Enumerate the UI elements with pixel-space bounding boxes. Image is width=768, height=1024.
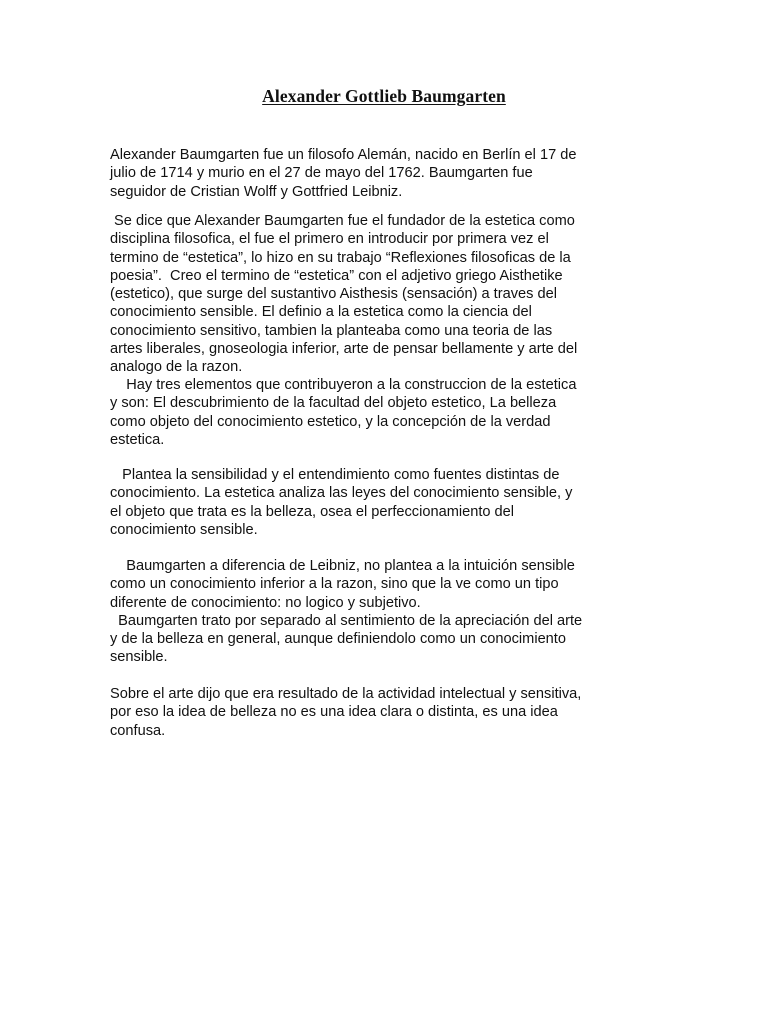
text-line: Alexander Baumgarten fue un filosofo Alemán, nacido en Berlín el 17 de [110, 147, 577, 163]
text-line: Hay tres elementos que contribuyeron a la construccion de la estetica [110, 377, 577, 393]
text-line: Sobre el arte dijo que era resultado de la actividad intelectual y sensitiva, [110, 686, 582, 702]
text-line: sensible. [110, 649, 168, 666]
text-line: Baumgarten a diferencia de Leibniz, no plantea a la intuición sensible [110, 558, 575, 574]
text-line: como un conocimiento inferior a la razon, sino que la ve como un tipo [110, 576, 559, 593]
text-line: confusa. [110, 722, 166, 739]
text-line: y de la belleza en general, aunque definiendolo como un conocimiento [110, 631, 566, 648]
text-line: conocimiento sensible. El definio a la estetica como la ciencia del [110, 304, 532, 321]
text-line: analogo de la razon. [110, 359, 243, 376]
text-line: diferente de conocimiento: no logico y subjetivo. [110, 594, 421, 611]
text-line: conocimiento sensible. [110, 521, 258, 538]
text-line: Plantea la sensibilidad y el entendimiento como fuentes distintas de [110, 467, 560, 483]
text-line: estetica. [110, 431, 165, 448]
text-line: seguidor de Cristian Wolff y Gottfried Leibniz. [110, 183, 403, 200]
paragraph-sensibility [110, 466, 660, 539]
text-line: Baumgarten trato por separado al sentimiento de la apreciación del arte [110, 612, 583, 629]
paragraph-intro [110, 146, 660, 201]
text-line: conocimiento sensitivo, tambien la planteaba como una teoria de las [110, 322, 553, 339]
text-line: conocimiento. La estetica analiza las leyes del conocimiento sensible, y [110, 485, 573, 502]
paragraph-founder [110, 212, 660, 377]
text-line: (estetico), que surge del sustantivo Aisthesis (sensación) a traves del [110, 286, 557, 303]
paragraph-art [110, 685, 660, 740]
paragraph-leibniz [110, 557, 660, 667]
text-line: julio de 1714 y murio en el 27 de mayo del 1762. Baumgarten fue [110, 165, 533, 182]
document-title: Alexander Gottlieb Baumgarten [262, 86, 506, 106]
text-line: disciplina filosofica, el fue el primero en introducir por primera vez el [110, 231, 549, 248]
text-line: por eso la idea de belleza no es una idea clara o distinta, es una idea [110, 704, 558, 721]
text-line: termino de “estetica”, lo hizo en su trabajo “Reflexiones filosoficas de la [110, 249, 571, 266]
paragraph-three-elements [110, 376, 660, 449]
text-line: como objeto del conocimiento estetico, y la concepción de la verdad [110, 413, 551, 430]
text-line: poesia”. Creo el termino de “estetica” con el adjetivo griego Aisthetike [110, 267, 563, 284]
text-line: el objeto que trata es la belleza, osea el perfeccionamiento del [110, 503, 515, 520]
text-line: Se dice que Alexander Baumgarten fue el fundador de la estetica como [110, 213, 575, 229]
text-line: artes liberales, gnoseologia inferior, arte de pensar bellamente y arte del [110, 341, 578, 358]
text-line: y son: El descubrimiento de la facultad del objeto estetico, La belleza [110, 395, 557, 412]
